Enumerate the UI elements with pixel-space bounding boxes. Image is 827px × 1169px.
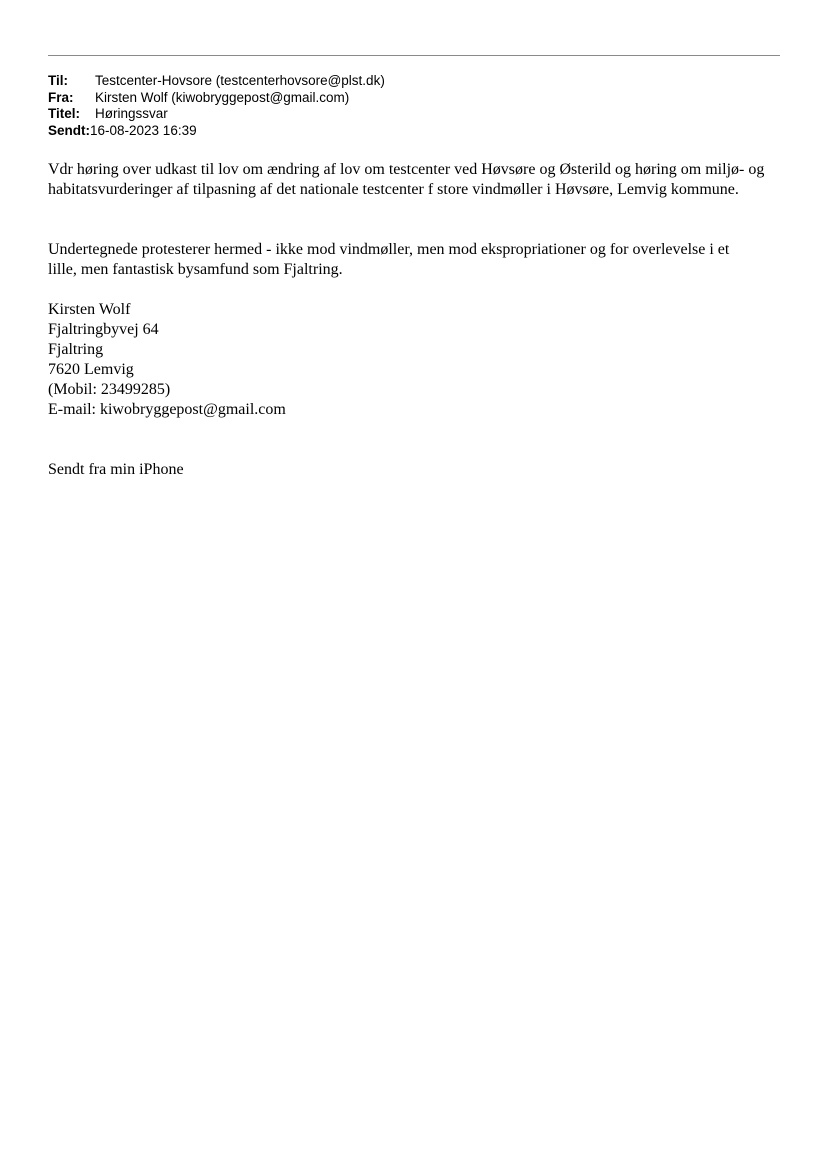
email-body: [48, 160, 778, 480]
signature-name: Kirsten Wolf: [48, 301, 131, 318]
header-divider: [48, 55, 780, 56]
sent-from-line: Sendt fra min iPhone: [48, 461, 184, 478]
header-row-to: [48, 73, 385, 90]
signature-street: Fjaltringbyvej 64: [48, 321, 159, 338]
signature-block: [48, 300, 778, 420]
email-header: [48, 73, 385, 139]
signature-town: Fjaltring: [48, 341, 104, 358]
intro-paragraph: Vdr høring over udkast til lov om ændring af lov om testcenter ved Høvsøre og Østerild og høring om miljø- og habitatsvurderinger af tilpasning af det nationale testcenter f store vindmøller i Høvsøre, Lemvig kommune.: [48, 161, 765, 198]
header-row-sent: [48, 123, 385, 140]
to-label: Til:: [48, 73, 68, 88]
protest-paragraph: Undertegnede protesterer hermed - ikke mod vindmøller, men mod ekspropriationer og for overlevelse i et lille, men fantastisk bysamfund som Fjaltring.: [48, 241, 730, 278]
signature-mobile: (Mobil: 23499285): [48, 381, 171, 398]
from-label: Fra:: [48, 89, 74, 105]
signature-email: E-mail: kiwobryggepost@gmail.com: [48, 401, 286, 418]
subject-label: Titel:: [48, 106, 81, 121]
header-row-subject: [48, 106, 385, 123]
signature-postal: 7620 Lemvig: [48, 361, 134, 378]
subject-value: Høringssvar: [95, 106, 168, 121]
sent-label: Sendt:: [48, 122, 90, 138]
header-row-from: [48, 90, 385, 107]
from-value: Kirsten Wolf (kiwobryggepost@gmail.com): [95, 89, 350, 105]
to-value: Testcenter-Hovsore (testcenterhovsore@plst.dk): [95, 73, 385, 88]
sent-value: 16-08-2023 16:39: [90, 122, 197, 138]
